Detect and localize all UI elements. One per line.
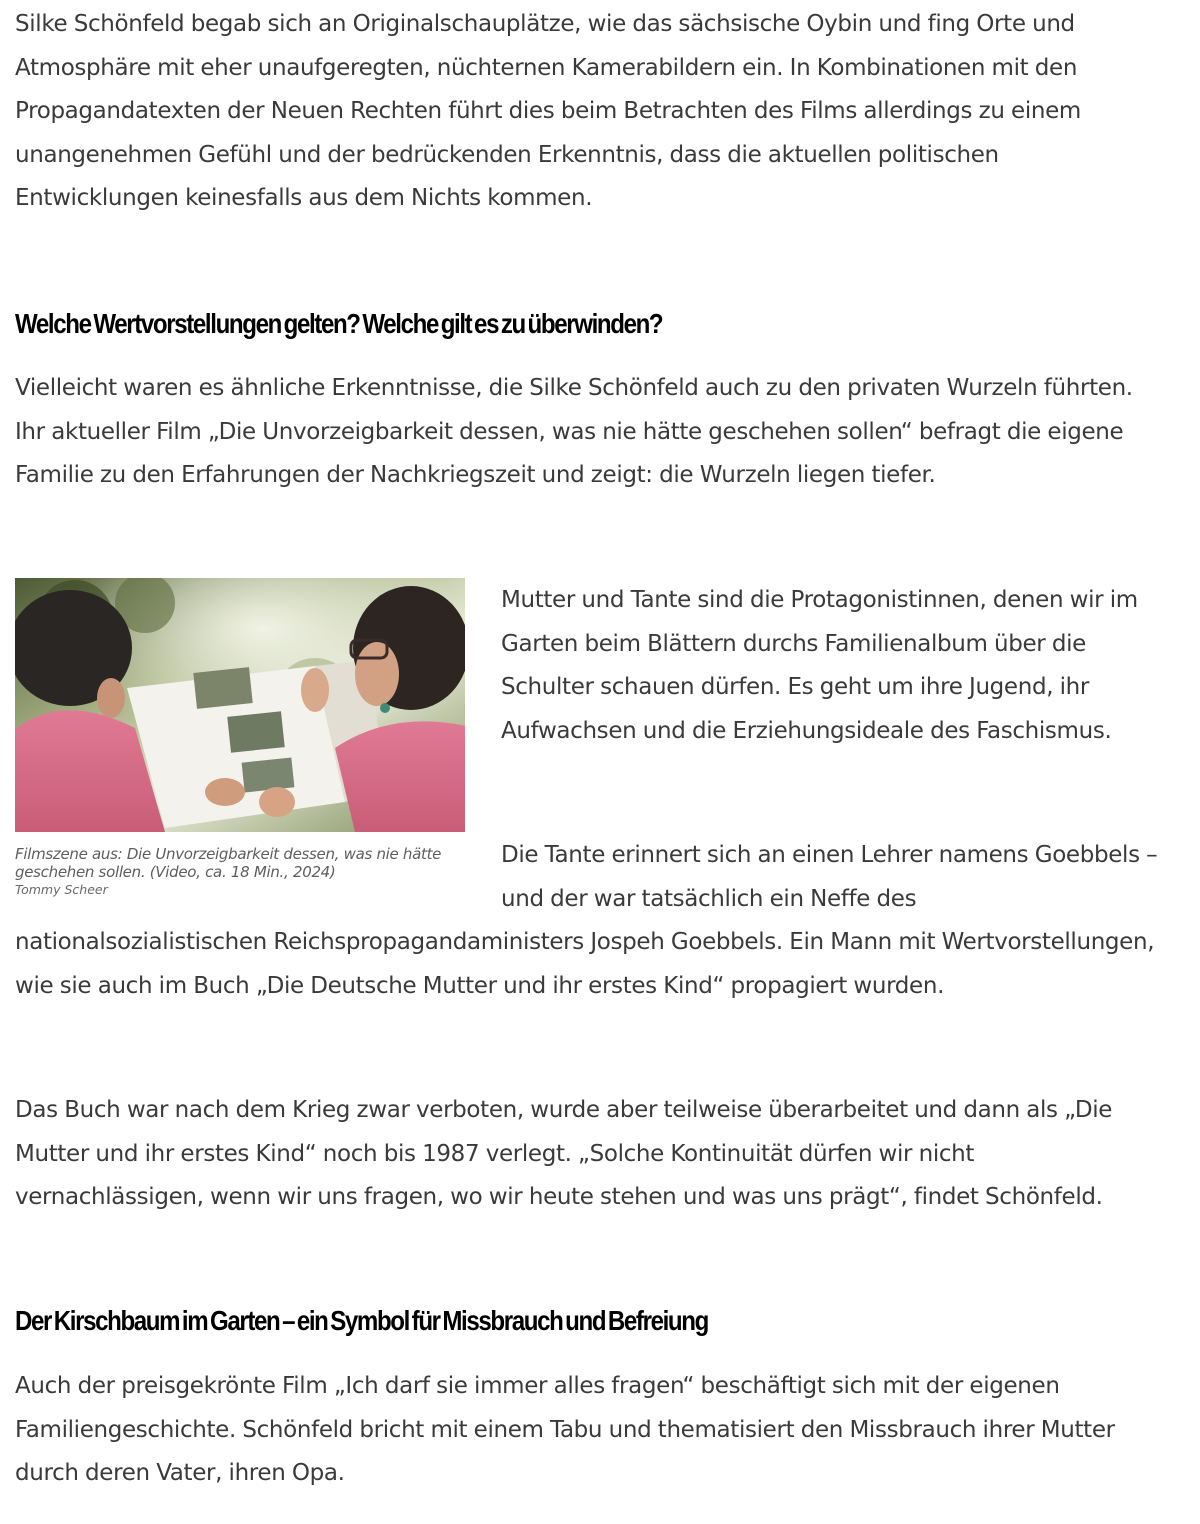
- film-still-figure: [15, 578, 465, 898]
- paragraph-teacher-part-2: nationalsozialistischen Reichspropagandaministers Jospeh Goebbels. Ein Mann mit Wertvorstellungen, wie sie auch im Buch „Die Deutsche Mutter und ihr erstes Kind“ propagiert wurden.: [15, 929, 1155, 999]
- figure-caption: Filmszene aus: Die Unvorzeigbarkeit dessen, was nie hätte geschehen sollen. (Video, ca. 18 Min., 2024): [15, 845, 442, 881]
- paragraph-book: Das Buch war nach dem Krieg zwar verboten, wurde aber teilweise überarbeitet und dann als „Die Mutter und ihr erstes Kind“ noch bis 1987 verlegt. „Solche Kontinuität dürfen wir nicht vernachlässigen, wenn wir uns fragen, wo wir heute stehen und was uns prägt“, findet Schönfeld.: [15, 1097, 1113, 1210]
- paragraph-teacher-part-1: Die Tante erinnert sich an einen Lehrer namens Goebbels – und der war tatsächlich ein Neffe des: [501, 842, 1158, 912]
- section-heading-values: Welche Wertvorstellungen gelten? Welche gilt es zu überwinden?: [15, 308, 663, 339]
- paragraph-roots: Vielleicht waren es ähnliche Erkenntnisse, die Silke Schönfeld auch zu den privaten Wurzeln führten. Ihr aktueller Film „Die Unvorzeigbarkeit dessen, was nie hätte geschehen sollen“ befragt die eigene Familie zu den Erfahrungen der Nachkriegszeit und zeigt: die Wurzeln liegen tiefer.: [15, 375, 1133, 488]
- film-still-illustration: [15, 578, 465, 832]
- paragraph-intro: Silke Schönfeld begab sich an Originalschauplätze, wie das sächsische Oybin und fing Orte und Atmosphäre mit eher unaufgeregten, nüchternen Kamerabildern ein. In Kombinationen mit den Propagandatexten der Neuen Rechten führt dies beim Betrachten des Films allerdings zu einem unangenehmen Gefühl und der bedrückenden Erkenntnis, dass die aktuellen politischen Entwicklungen keinesfalls aus dem Nichts kommen.: [15, 11, 1081, 211]
- film-still-image: [15, 578, 465, 832]
- section-heading-cherry-tree: Der Kirschbaum im Garten – ein Symbol für Missbrauch und Befreiung: [15, 1305, 708, 1336]
- figure-credit: Tommy Scheer: [15, 882, 108, 897]
- paragraph-protagonists: Mutter und Tante sind die Protagonistinnen, denen wir im Garten beim Blättern durchs Familienalbum über die Schulter schauen dürfen. Es geht um ihre Jugend, ihr Aufwachsen und die Erziehungsideale des Faschismus.: [501, 587, 1138, 744]
- paragraph-award-film: Auch der preisgekrönte Film „Ich darf sie immer alles fragen“ beschäftigt sich mit der eigenen Familiengeschichte. Schönfeld bricht mit einem Tabu und thematisiert den Missbrauch ihrer Mutter durch deren Vater, ihren Opa.: [15, 1373, 1115, 1486]
